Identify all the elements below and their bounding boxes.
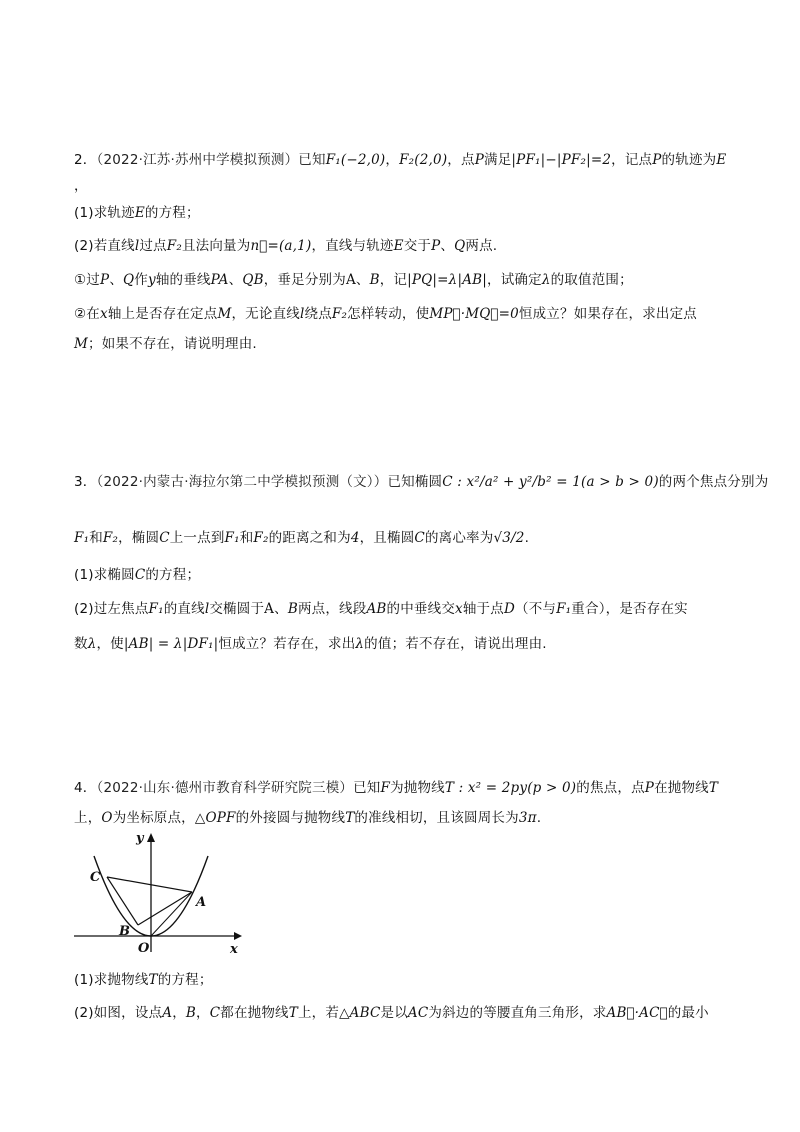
text: 和 <box>239 530 254 546</box>
p3-line-2 <box>74 528 529 548</box>
text: 的轨迹为 <box>661 152 717 168</box>
text: 过点 <box>139 238 167 254</box>
math: T <box>148 972 158 988</box>
math: F₁ <box>148 601 164 617</box>
math: F₁ <box>556 601 572 617</box>
math: QB <box>242 272 264 288</box>
math: A <box>264 601 275 617</box>
text: 的两个焦点分别为 <box>658 474 769 490</box>
math: F₂ <box>102 530 119 546</box>
text: ，试确定 <box>487 272 542 288</box>
math: △ABC <box>339 1005 381 1021</box>
text: 上一点到 <box>169 530 225 546</box>
math: |AB| = λ|DF₁| <box>123 636 219 652</box>
text: 怎样转动，使 <box>347 306 430 322</box>
question-label: (2)过左焦点 <box>74 601 149 617</box>
text: 的外接圆与抛物线 <box>235 810 346 826</box>
math: l <box>299 306 305 322</box>
text: 两点. <box>465 238 498 254</box>
text: 恒成立？如果存在，求出定点 <box>518 306 698 322</box>
p3-q1 <box>74 565 200 585</box>
text: 为抛物线 <box>390 780 445 796</box>
p2-sub2 <box>74 304 697 324</box>
text: 轴于点 <box>462 601 504 617</box>
math: AB⃗·AC⃗ <box>606 1005 668 1021</box>
math: λ <box>87 636 97 652</box>
text: 已知 <box>298 152 326 168</box>
math: △OPF <box>194 810 236 826</box>
text: 、 <box>440 238 455 254</box>
text: 交于 <box>403 238 432 254</box>
math: F₂(2,0) <box>399 152 448 168</box>
p3-line-1: 3．（2022·内蒙古·海拉尔第二中学模拟预测（文））已知椭圆C : x²/a² + y²/b² = 1(a > b > 0)的两个焦点分别为 <box>74 474 769 490</box>
math: M <box>217 306 232 322</box>
label-b: B <box>119 924 130 939</box>
math: C <box>442 474 453 490</box>
math: y <box>148 272 156 288</box>
p4-q1 <box>74 970 213 990</box>
segment-cb <box>107 877 138 925</box>
p4-q2 <box>74 1003 709 1023</box>
text: 是以 <box>380 1005 408 1021</box>
ellipse-equation: x²/a² + y²/b² = 1(a > b > 0) <box>466 474 659 490</box>
p3-q2 <box>74 599 688 619</box>
label-a: A <box>196 895 207 910</box>
math: A <box>162 1005 173 1021</box>
text: . <box>536 810 542 826</box>
math: B <box>287 601 298 617</box>
eccentricity: √3/2 <box>493 530 525 546</box>
text: 的最小 <box>667 1005 709 1021</box>
text: （不与 <box>515 601 557 617</box>
text: 上， <box>74 810 102 826</box>
text: ，记 <box>379 272 408 288</box>
question-label: (2)如图，设点 <box>74 1005 163 1021</box>
text: 重合），是否存在实 <box>571 601 688 617</box>
p2-sub1 <box>74 270 633 290</box>
text: 轴的垂线 <box>155 272 211 288</box>
text: 的值；若不存在，请说出理由. <box>364 636 547 652</box>
text: 的方程； <box>157 972 213 988</box>
text: 的方程； <box>145 567 201 583</box>
math: MP⃗·MQ⃗=0 <box>429 306 519 322</box>
label-c: C <box>90 870 101 885</box>
parabola-equation: T : x² = 2py(p > 0) <box>444 780 577 796</box>
text: ；如果不存在，请说明理由. <box>88 336 257 352</box>
text: ，使 <box>96 636 124 652</box>
text: 为坐标原点， <box>112 810 195 826</box>
text: 的直线 <box>163 601 205 617</box>
text: ，点 <box>447 152 475 168</box>
text: 的距离之和为 <box>268 530 351 546</box>
math: |PF₁|−|PF₂|=2 <box>511 152 612 168</box>
text: 交椭圆于 <box>209 601 265 617</box>
p4-line-1 <box>74 778 718 798</box>
problem-number: 2． <box>74 152 97 168</box>
text: ，椭圆 <box>118 530 160 546</box>
math: E <box>134 205 145 221</box>
math: B <box>185 1005 197 1021</box>
p3-q2-cont <box>74 634 547 654</box>
p4-line-2 <box>74 808 541 828</box>
math: F₁ <box>224 530 240 546</box>
text: 、 <box>109 272 124 288</box>
math: F₂ <box>166 238 182 254</box>
math: AB <box>366 601 387 617</box>
text: ， <box>196 1005 210 1021</box>
text: ，垂足分别为 <box>263 272 346 288</box>
math: C <box>134 567 146 583</box>
text: 为斜边的等腰直角三角形，求 <box>428 1005 607 1021</box>
math: A <box>345 272 356 288</box>
text: ， <box>385 152 400 168</box>
text: 数 <box>74 636 88 652</box>
math: D <box>503 601 515 617</box>
text: 两点，线段 <box>297 601 367 617</box>
p2-q2 <box>74 236 497 256</box>
text: 的焦点，点 <box>576 780 645 796</box>
math: PA <box>210 272 229 288</box>
math: Q <box>454 238 466 254</box>
text: ②在 <box>74 306 101 322</box>
math: λ <box>541 272 551 288</box>
text: ， <box>74 178 88 194</box>
text: 且法向量为 <box>181 238 251 254</box>
math: n⃗=(a,1) <box>250 238 312 254</box>
segment-ca <box>107 877 192 892</box>
text: 的离心率为 <box>424 530 494 546</box>
math: B <box>369 272 380 288</box>
label-x: x <box>230 942 238 957</box>
math: F₁ <box>74 530 90 546</box>
math: T <box>708 780 719 796</box>
y-axis-arrow <box>147 833 155 842</box>
text: 、 <box>355 272 370 288</box>
math: C <box>414 530 425 546</box>
math: E <box>393 238 404 254</box>
text: 轴上是否存在定点 <box>107 306 218 322</box>
text: 在抛物线 <box>654 780 709 796</box>
math: P <box>431 238 441 254</box>
text: 、 <box>228 272 243 288</box>
math: F <box>380 780 391 796</box>
question-label: (2)若直线 <box>74 238 135 254</box>
math: F₁(−2,0) <box>325 152 386 168</box>
question-label: (1)求抛物线 <box>74 972 149 988</box>
math: T <box>288 1005 298 1021</box>
question-label: (1)求轨迹 <box>74 205 135 221</box>
problem-source: （2022·内蒙古·海拉尔第二中学模拟预测（文）） <box>96 474 388 490</box>
question-label: (1)求椭圆 <box>74 567 135 583</box>
text: 和 <box>89 530 103 546</box>
text: 的准线相切，且该圆周长为 <box>354 810 519 826</box>
p2-sub2-cont <box>74 334 257 354</box>
p2-line-2 <box>74 176 88 196</box>
math: C <box>209 1005 221 1021</box>
x-axis-arrow <box>234 932 242 940</box>
text: ，直线与轨迹 <box>311 238 394 254</box>
p2-q1 <box>74 203 200 223</box>
math: |PQ|=λ|AB| <box>407 272 488 288</box>
math: C <box>159 530 170 546</box>
math: l <box>204 601 210 617</box>
text: ， <box>172 1005 186 1021</box>
math: F₂ <box>253 530 269 546</box>
math: x <box>455 601 463 617</box>
problem-number: 3． <box>74 474 97 490</box>
text: 上，若 <box>297 1005 340 1021</box>
label-y: y <box>136 831 144 846</box>
text: ，无论直线 <box>231 306 300 322</box>
text: . <box>524 530 530 546</box>
text: 绕点 <box>304 306 332 322</box>
parabola-figure <box>72 828 252 958</box>
text: ，且椭圆 <box>359 530 415 546</box>
text: 作 <box>134 272 148 288</box>
text: 已知椭圆 <box>387 474 443 490</box>
label-o: O <box>138 941 150 956</box>
text: ，记点 <box>611 152 653 168</box>
math: O <box>101 810 113 826</box>
math: P <box>652 152 662 168</box>
math: l <box>134 238 140 254</box>
problem-number: 4． <box>74 780 97 796</box>
math: 3π <box>518 810 537 826</box>
text: 都在抛物线 <box>220 1005 289 1021</box>
p2-line-1 <box>74 150 726 170</box>
text: ①过 <box>74 272 101 288</box>
problem-source: （2022·山东·德州市教育科学研究院三模） <box>96 780 354 796</box>
text: 的方程； <box>144 205 200 221</box>
text: 满足 <box>484 152 512 168</box>
text: 恒成立？若存在，求出 <box>218 636 356 652</box>
math: x <box>100 306 108 322</box>
math: Q <box>123 272 135 288</box>
text: 、 <box>274 601 288 617</box>
math: P <box>644 780 655 796</box>
math: AC <box>407 1005 429 1021</box>
math: E <box>716 152 727 168</box>
math: M <box>74 336 89 352</box>
math: P <box>100 272 110 288</box>
math: F₂ <box>331 306 348 322</box>
problem-source: （2022·江苏·苏州中学模拟预测） <box>96 152 299 168</box>
text: 的取值范围； <box>550 272 633 288</box>
math: P <box>474 152 484 168</box>
text: 已知 <box>353 780 381 796</box>
math: λ <box>355 636 365 652</box>
text: 的中垂线交 <box>386 601 456 617</box>
math: T <box>345 810 355 826</box>
math: 4 <box>350 530 360 546</box>
